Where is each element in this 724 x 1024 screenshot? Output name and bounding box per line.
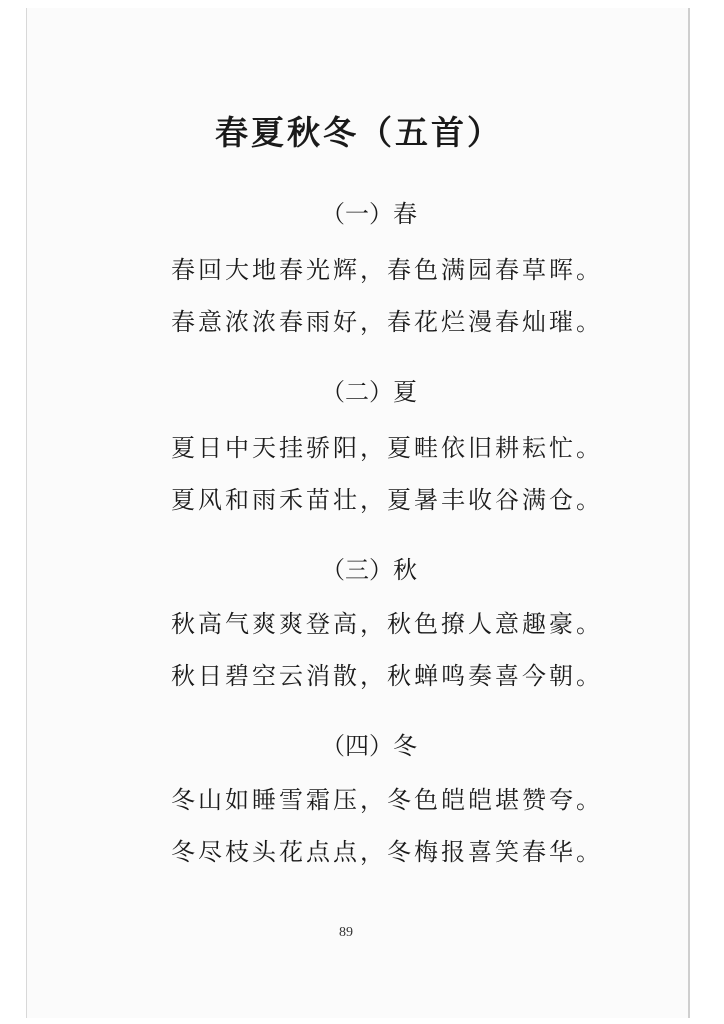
book-page [26,8,690,1018]
poem-line: 夏风和雨禾苗壮，夏暑丰收谷满仓。 [171,486,603,514]
poem-line: 冬山如睡雪霜压，冬色皑皑堪赞夸。 [171,786,603,814]
poem-line: 秋高气爽爽登高，秋色撩人意趣豪。 [171,610,603,638]
poem-line: 夏日中天挂骄阳，夏畦依旧耕耘忙。 [171,434,603,462]
poem-heading-summer: （二）夏 [321,378,417,406]
poem-heading-autumn: （三）秋 [321,556,417,584]
poem-line: 春意浓浓春雨好，春花烂漫春灿璀。 [171,308,603,336]
poem-line: 冬尽枝头花点点，冬梅报喜笑春华。 [171,838,603,866]
poem-heading-spring: （一）春 [321,200,417,228]
poem-line: 秋日碧空云消散，秋蝉鸣奏喜今朝。 [171,662,603,690]
poem-heading-winter: （四）冬 [321,732,417,760]
poem-line: 春回大地春光辉，春色满园春草晖。 [171,256,603,284]
page-number: 89 [339,925,353,940]
page-title: 春夏秋冬（五首） [215,113,503,152]
